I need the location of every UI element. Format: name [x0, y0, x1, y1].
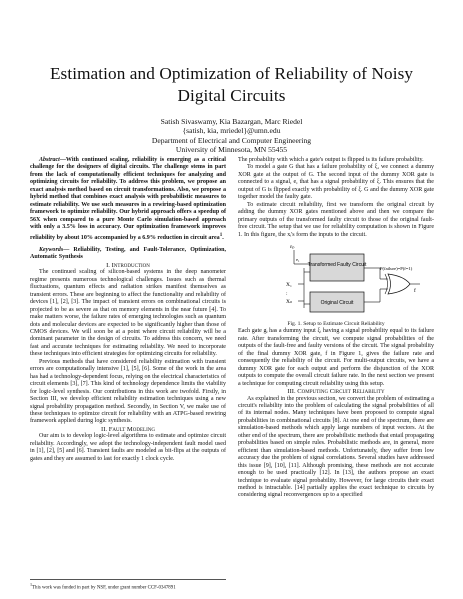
author-university: University of Minnesota, MN 55455: [175, 145, 288, 155]
fig-dots: :: [286, 290, 288, 297]
footnote-text: This work was funded in part by NSF, under grant number CCF-0347891: [32, 585, 176, 591]
abstract-lead: Abstract: [39, 157, 60, 163]
right-paragraph-5: As explained in the previous section, we convert the problem of estimating a circuit's reliability into the problem of calculating the signal probabilities of all of its internal nodes. Many techniques have been proposed to compute signal probabilities in combinational circuits [8]. At one end of the spectrum, there are simulation-based methods which apply large numbers of input vectors. At the other end of the spectrum, there are probabilistic methods that entail propagating probabilities based on simple rules. Probabilistic methods are, in general, more efficient than simulation-based methods. Unfortunately, they suffer from low accuracy due the problem of signal correlations. Several studies have addressed this issue [9], [10], [11]. Although promising, these methods are not accurate enough to be used practically [12]. In [13], the authors propose an exact technique to evaluate signal probability. However, for large circuits their exact method is intractable. [14] partially applies the exact technique to circuits by considering signal reconvergences up to a specified: [238, 395, 434, 499]
intro-paragraph-1: The continued scaling of silicon-based systems in the deep nanometer regime presents numerous technological challenges. Issues such as thermal fluctuations, quantum effects and radiation strikes manifest themselves as transient errors. These are beginning to affect the functionality and reliability of devices [1], [2], [3]. The impact of transient errors on combinational circuits is projected to be as severe as that on memory elements in the near future [4]. To make matters worse, the failure rates of emerging technologies such as quantum dots and molecular devices are expected to be significantly higher than those of CMOS devices. We will soon be at a point where circuit reliability will be a dominant parameter in the design of circuits. To address this concern, we need fast and accurate techniques for estimating reliability. We need to incorporate these techniques into efficient strategies for optimizing circuits for reliability.: [30, 269, 226, 358]
paper-title: [30, 63, 433, 107]
fig-x1-label: X₁: [286, 281, 292, 288]
fig-output-label: P(failure)=P(f=1): [380, 265, 413, 271]
section-heading-computing-reliability: III. Computing Circuit Reliability: [287, 388, 385, 396]
section-heading-fault-modeling: II. Fault Modeling: [101, 425, 155, 433]
right-paragraph-3: To estimate circuit reliability, first we transform the original circuit by adding the dummy XOR gates mentioned above and then we compare the primary outputs of the transformed faulty circuit to those of the original fault-free circuit. The setup that we use for reliability computation is shown in Figure 1. In this figure, the xᵢ's form the inputs to the circuit.: [238, 201, 434, 238]
fig-ep-label: εₚ: [290, 243, 295, 250]
right-column: [238, 157, 434, 500]
author-block: [30, 117, 433, 155]
fig-xn-label: Xₙ: [286, 298, 293, 305]
author-department: Department of Electrical and Computer Engineering: [151, 135, 312, 145]
fig-f-label: f: [414, 287, 416, 294]
figure-1-diagram: [238, 242, 434, 319]
fig-faulty-circuit-label: Transformed Faulty Circuit: [307, 261, 367, 268]
fault-paragraph-1: Our aim is to develop logic-level algorithms to estimate and optimize circuit reliability. Accordingly, we adopt the technology-independent fault model used in [1], [2], [5] and [6]. Transient faults are modeled as bit-flips at the outputs of gates and they are assumed to last for exactly 1 clock cycle.: [30, 433, 226, 462]
footnote: [30, 579, 226, 592]
title-line-2: Digital Circuits: [177, 86, 286, 105]
section-heading-introduction: I. Introduction: [106, 261, 150, 269]
right-paragraph-2: To model a gate G that has a failure probability of ξ, we connect a dummy XOR gate at the output of G. The second input of the dummy XOR gate is connected to a signal, e, that has a signal probability of ξ. This ensures that the output of G is flipped exactly with probability of ξ. G and the dummy XOR gate together model the faulty gate.: [238, 164, 434, 201]
keywords: [30, 247, 226, 262]
author-names: Satish Sivaswamy, Kia Bazargan, Marc Riedel: [160, 117, 303, 126]
keywords-text: — Reliability, Testing, and Fault-Tolerance, Optimization, Automatic Synthesis: [30, 247, 226, 261]
keywords-lead: Keywords: [39, 247, 64, 253]
footnote-mark: 1: [30, 582, 33, 587]
abstract-footnote-mark: 1: [219, 232, 223, 238]
abstract-end: .: [222, 234, 224, 241]
abstract: [30, 157, 226, 242]
right-paragraph-1: The probability with which a gate's output is flipped is its failure probability.: [238, 157, 424, 163]
figure-1: [238, 242, 434, 319]
fig-xor-gate-back: [385, 274, 388, 294]
left-column: [30, 157, 226, 463]
figure-1-caption: Fig. 1. Setup to Estimate Circuit Reliability: [287, 320, 385, 327]
fig-xor-gate: [388, 274, 410, 294]
title-line-1: Estimation and Optimization of Reliability of Noisy: [49, 64, 414, 83]
fig-ep-sub: e₁: [296, 256, 300, 262]
right-paragraph-4: Each gate gᵢ has a dummy input ξᵢ having a signal probability equal to its failure rate. After transforming the circuit, we compute signal probabilities of the outputs of the fault-free and faulty versions of the circuit. The signal probability of the final dummy XOR gate, f in Figure 1, gives the failure rate and consequently the reliability of the circuit. For multi-output circuits, we have a dummy XOR gate for each output and perform the disjunction of the XOR outputs to compute the overall circuit failure rate. In the next section we present a technique for computing circuit reliability using this setup.: [238, 328, 434, 387]
fig-original-circuit-label: Original Circuit: [320, 299, 354, 306]
author-emails: {satish, kia, mriedel}@umn.edu: [182, 126, 281, 136]
abstract-text: —With continued scaling, reliability is emerging as a critical challenge for the designers of digital circuits. The challenge stems in part from the lack of computationally efficient techniques for analyzing and optimizing circuits for reliability. To address this problem, we propose an exact analysis method based on circuit transformations. Also, we propose a hybrid method that combines exact analysis with probabilistic measures to estimate reliability. We use such measures in a rewiring-based optimization framework to optimize reliability. Our hybrid approach offers a speedup of 56X when compared to a pure Monte Carlo simulation-based approach with only a 3.5% loss in accuracy. Our optimization framework improves reliability by about 10% accompanied by a 6.9% reduction in circuit area: [30, 157, 226, 241]
intro-paragraph-2: Previous methods that have considered reliability estimation with transient errors are computationally intensive [1], [5], [6]. Some of the work in the area has had a technology-dependent focus, relying on the electrical characteristics of circuit elements [3], [7]. This kind of technology dependence limits the viability for logic-level synthesis. Our contributions in this work are twofold. Firstly, in Section III, we develop efficient reliability estimation techniques using a new signal probability propagation method. Secondly, in Section V, we make use of these techniques to optimize circuit for reliability with an ATPG-based rewiring framework applied during logic synthesis.: [30, 358, 226, 425]
